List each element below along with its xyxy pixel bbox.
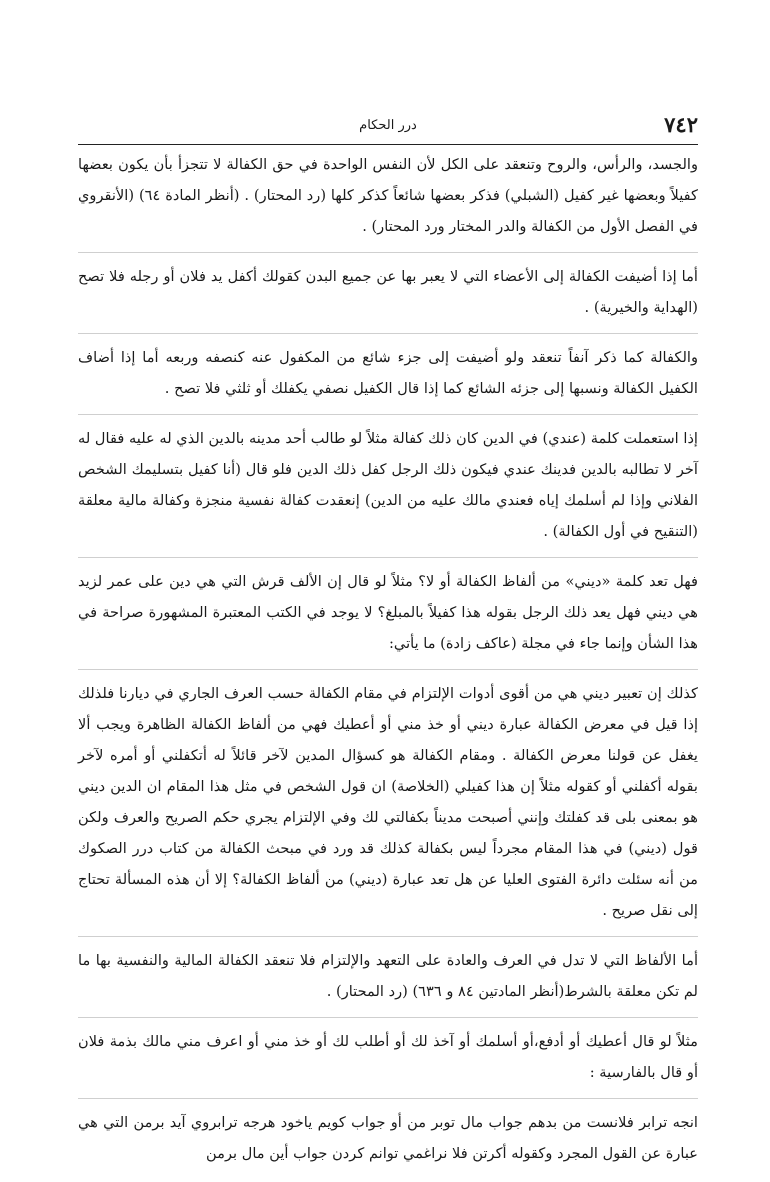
paragraph-divider	[78, 557, 698, 558]
document-page	[78, 110, 698, 1175]
paragraph: أما الألفاظ التي لا تدل في العرف والعادة على التعهد والإلتزام فلا تنعقد الكفالة المالية والنفسية بها ما لم تكن معلقة بالشرط(أنظر المادتين ٨٤ و ٦٣٦) (رد المحتار) .	[78, 952, 698, 1000]
paragraph-divider	[78, 669, 698, 670]
paragraph: أما إذا أضيفت الكفالة إلى الأعضاء التي لا يعبر بها عن جميع البدن كقولك أكفل يد فلان أو رجله فلا تصح (الهداية والخيرية) .	[78, 268, 698, 316]
paragraph: إذا استعملت كلمة (عندي) في الدين كان ذلك كفالة مثلاً لو طالب أحد مدينه بالدين الذي له عليه فقال له آخر لا تطالبه بالدين فدينك عندي فيكون ذلك الرجل كفل ذلك الدين فلو قال (أنا كفيل بتسليمك الشخص الفلاني وإذا لم أسلمك إياه فعندي مالك عليه من الدين) إنعقدت كفالة نفسية منجزة وكفالة مالية معلقة (التنقيح في أول الكفالة) .	[78, 430, 698, 540]
paragraph: والجسد، والرأس، والروح وتنعقد على الكل لأن النفس الواحدة في حق الكفالة لا تتجزأ بأن يكون بعضها كفيلاً وبعضها غير كفيل (الشبلي) فذكر بعضها شائعاً كذكر كلها (رد المحتار) . (أنظر المادة ٦٤) (الأنقروي في الفصل الأول من الكفالة والدر المختار ورد المحتار) .	[78, 156, 698, 235]
paragraph: كذلك إن تعبير ديني هي من أقوى أدوات الإلتزام في مقام الكفالة حسب العرف الجاري في ديارنا فلذلك إذا قيل في معرض الكفالة عبارة ديني أو خذ مني أو أعطيك فهي من ألفاظ الكفالة الظاهرة ويجب ألا يغفل عن قولنا معرض الكفالة . ومقام الكفالة هو كسؤال المدين لآخر قائلاً له أتكفلني أو أمره لآخر بقوله أكفلني أو كقوله مثلاً إن هذا كفيلي (الخلاصة) ان قول الشخص في مثل هذا المقام ان الدين ديني هو بمعنى بلى قد كفلتك وإنني أصبحت مديناً بكفالتي لك وفي الإلتزام يجري حكم الصريح والعرف ولكن قول (ديني) في هذا المقام مجرداً ليس بكفالة كذلك قد ورد في مبحث الكفالة من كتاب درر الصكوك من أنه سئلت دائرة الفتوى العليا عن هل تعد عبارة (ديني) من ألفاظ الكفالة؟ إلا أن هذه المسألة تحتاج إلى نقل صريح .	[78, 685, 698, 919]
paragraph-divider	[78, 1098, 698, 1099]
paragraph-divider	[78, 252, 698, 253]
paragraph: والكفالة كما ذكر آنفاً تنعقد ولو أضيفت إلى جزء شائع من المكفول عنه كنصفه وربعه أما إذا أضاف الكفيل الكفالة ونسبها إلى جزئه الشائع كما إذا قال الكفيل نصفي يكفلك أو ثلثي فلا تصح .	[78, 349, 698, 397]
paragraph: فهل تعد كلمة «ديني» من ألفاظ الكفالة أو لا؟ مثلاً لو قال إن الألف قرش التي هي دين على عمر لزيد هي ديني فهل يعد ذلك الرجل بقوله هذا كفيلاً بالمبلغ؟ لا يوجد في الكتب المعتبرة المشهورة صراحة في هذا الشأن وإنما جاء في مجلة (عاكف زادة) ما يأتي:	[78, 573, 698, 652]
running-title: درر الحكام	[359, 118, 417, 133]
page-header	[78, 110, 698, 145]
paragraph-divider	[78, 936, 698, 937]
paragraph: انجه ترابر فلانست من بدهم جواب مال توبر من أو جواب كويم ياخود هرجه ترابروي آيد برمن التي هي عبارة عن القول المجرد وكقوله أكرتن فلا نراغمي توانم كردن جواب أين مال برمن	[78, 1114, 698, 1162]
paragraph-divider	[78, 1017, 698, 1018]
page-number: ٧٤٢	[664, 112, 698, 137]
paragraph-divider	[78, 414, 698, 415]
paragraph-divider	[78, 333, 698, 334]
paragraph: مثلاً لو قال أعطيك أو أدفع،أو أسلمك أو آخذ لك أو أطلب لك أو خذ مني أو اعرف مني مالك بذمة فلان أو قال بالفارسية :	[78, 1033, 698, 1081]
page-body	[78, 149, 698, 1175]
